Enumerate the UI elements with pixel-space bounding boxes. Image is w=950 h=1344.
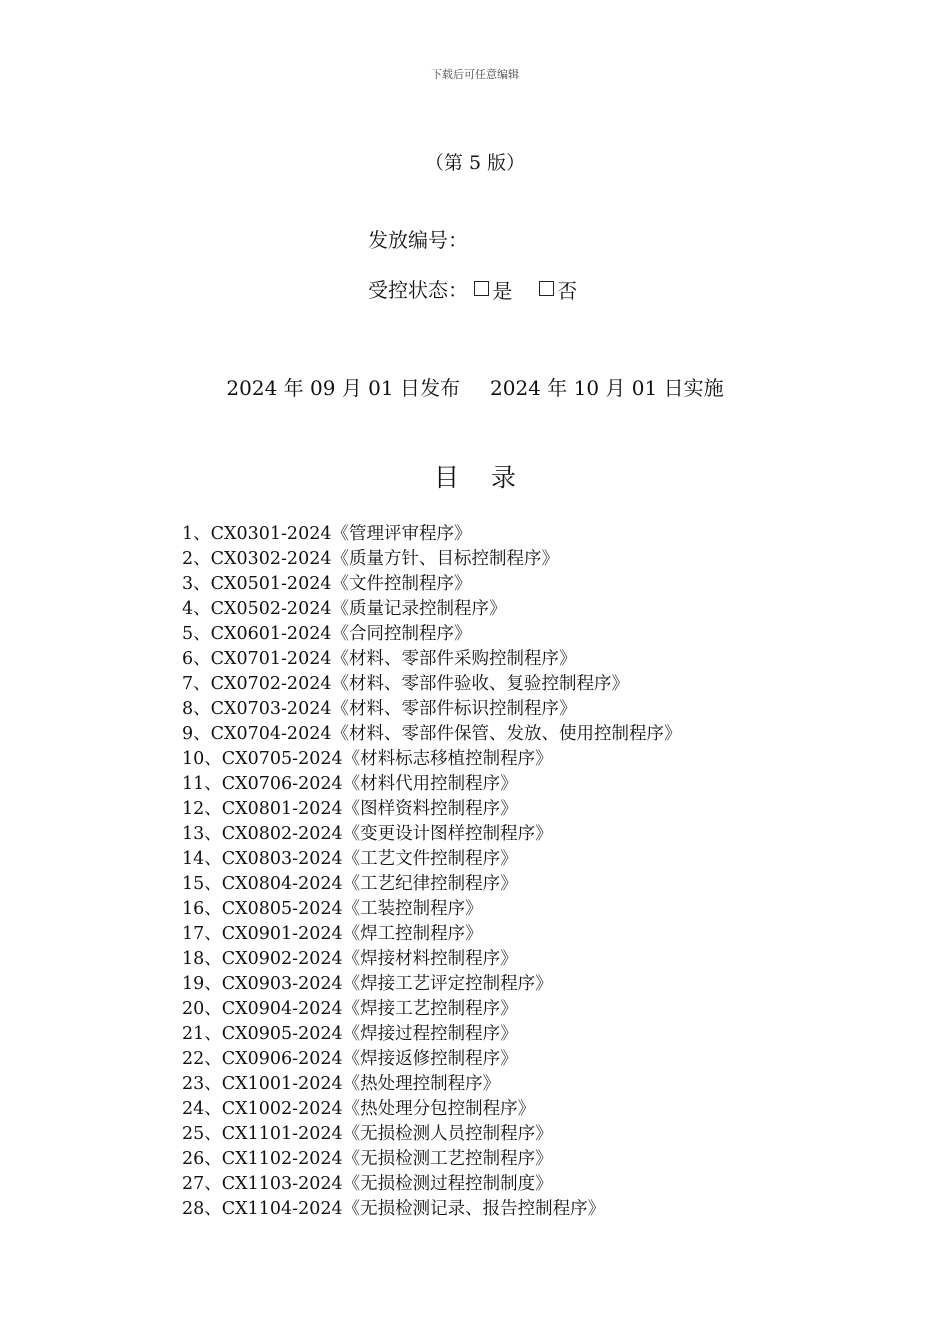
toc-item: 28、CX1104-2024《无损检测记录、报告控制程序》 xyxy=(182,1199,606,1219)
toc-item: 11、CX0706-2024《材料代用控制程序》 xyxy=(182,774,518,794)
toc-item: 19、CX0903-2024《焊接工艺评定控制程序》 xyxy=(182,974,553,994)
checkbox-yes[interactable] xyxy=(474,281,489,296)
control-option-yes[interactable] xyxy=(474,275,512,304)
toc-item: 20、CX0904-2024《焊接工艺控制程序》 xyxy=(182,999,518,1019)
toc-item: 16、CX0805-2024《工装控制程序》 xyxy=(182,899,483,919)
toc-item: 5、CX0601-2024《合同控制程序》 xyxy=(182,624,472,644)
control-option-yes-label: 是 xyxy=(492,279,513,303)
control-status-label: 受控状态： xyxy=(368,278,468,302)
toc-item: 9、CX0704-2024《材料、零部件保管、发放、使用控制程序》 xyxy=(182,724,682,744)
implement-date: 2024 年 10 月 01 日实施 xyxy=(490,376,724,400)
edition-label: （第 5 版） xyxy=(424,152,526,174)
dates-line xyxy=(0,372,950,401)
toc-list xyxy=(182,522,681,1222)
header-note: 下载后可任意编辑 xyxy=(431,68,519,81)
toc-item: 25、CX1101-2024《无损检测人员控制程序》 xyxy=(182,1124,553,1144)
publish-date: 2024 年 09 月 01 日发布 xyxy=(226,376,460,400)
toc-item: 6、CX0701-2024《材料、零部件采购控制程序》 xyxy=(182,649,577,669)
issue-number-label: 发放编号： xyxy=(368,228,468,252)
toc-item: 2、CX0302-2024《质量方针、目标控制程序》 xyxy=(182,549,559,569)
toc-item: 22、CX0906-2024《焊接返修控制程序》 xyxy=(182,1049,518,1069)
toc-item: 8、CX0703-2024《材料、零部件标识控制程序》 xyxy=(182,699,577,719)
control-option-no-label: 否 xyxy=(557,279,578,303)
toc-item: 27、CX1103-2024《无损检测过程控制制度》 xyxy=(182,1174,553,1194)
toc-item: 13、CX0802-2024《变更设计图样控制程序》 xyxy=(182,824,553,844)
toc-item: 10、CX0705-2024《材料标志移植控制程序》 xyxy=(182,749,553,769)
toc-item: 15、CX0804-2024《工艺纪律控制程序》 xyxy=(182,874,518,894)
toc-item: 14、CX0803-2024《工艺文件控制程序》 xyxy=(182,849,518,869)
control-status-field xyxy=(368,274,577,304)
toc-item: 12、CX0801-2024《图样资料控制程序》 xyxy=(182,799,518,819)
toc-item: 4、CX0502-2024《质量记录控制程序》 xyxy=(182,599,507,619)
toc-item: 23、CX1001-2024《热处理控制程序》 xyxy=(182,1074,501,1094)
control-option-no[interactable] xyxy=(539,275,577,304)
toc-item: 1、CX0301-2024《管理评审程序》 xyxy=(182,524,472,544)
toc-item: 26、CX1102-2024《无损检测工艺控制程序》 xyxy=(182,1149,553,1169)
toc-title: 目录 xyxy=(433,463,548,492)
toc-item: 17、CX0901-2024《焊工控制程序》 xyxy=(182,924,483,944)
toc-item: 21、CX0905-2024《焊接过程控制程序》 xyxy=(182,1024,518,1044)
toc-item: 24、CX1002-2024《热处理分包控制程序》 xyxy=(182,1099,536,1119)
toc-item: 3、CX0501-2024《文件控制程序》 xyxy=(182,574,472,594)
toc-item: 18、CX0902-2024《焊接材料控制程序》 xyxy=(182,949,518,969)
toc-item: 7、CX0702-2024《材料、零部件验收、复验控制程序》 xyxy=(182,674,629,694)
checkbox-no[interactable] xyxy=(539,281,554,296)
issue-number-field xyxy=(368,224,468,253)
